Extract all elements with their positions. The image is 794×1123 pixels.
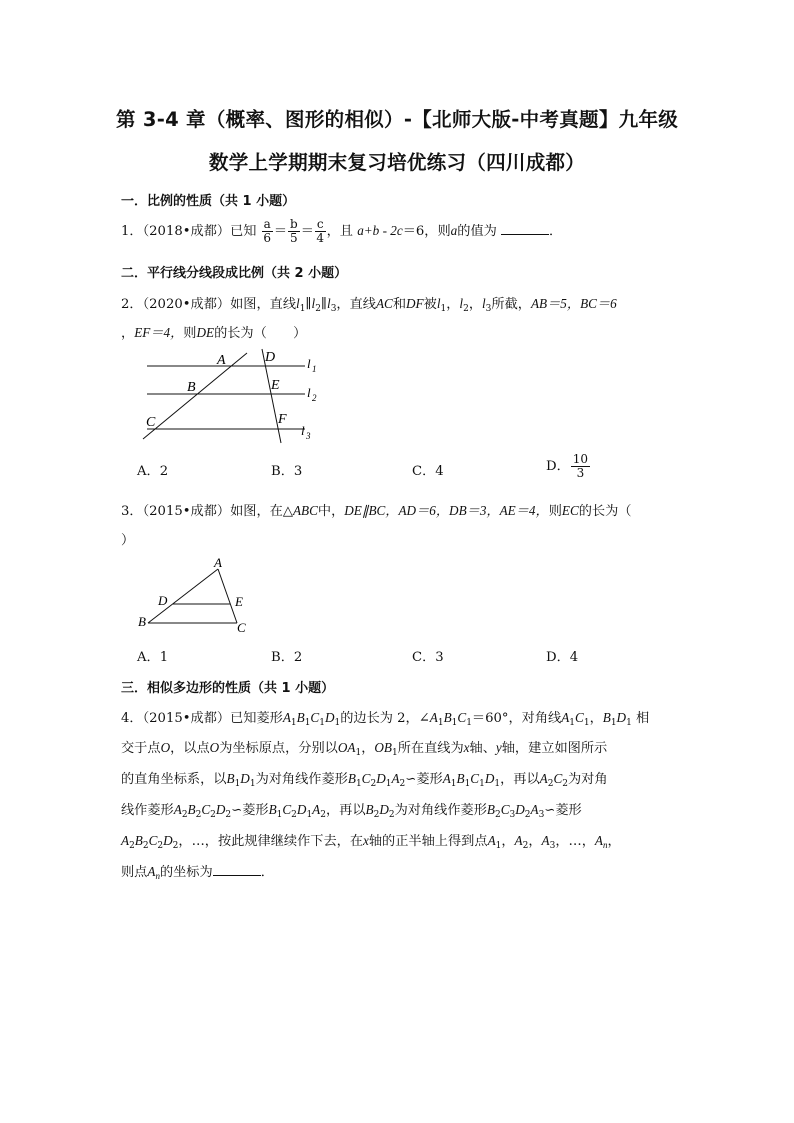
label-E: E xyxy=(235,594,243,609)
label-E: E xyxy=(271,378,280,393)
answer-blank-4[interactable] xyxy=(213,863,261,876)
svg-text:1: 1 xyxy=(312,364,317,374)
label-D: D xyxy=(265,350,276,365)
q3-option-b[interactable]: B．2 xyxy=(271,650,303,665)
question-4-line3: 的直角坐标系，以$B_1D_1$为对角线作菱形$B_1C_2D_1A_2∽$菱形$A_1B_1C_1D_1$，再以$A_2C_2$为对角 xyxy=(121,771,608,789)
question-3-line2: ） xyxy=(121,533,135,548)
section-heading-1: 一．比例的性质（共 1 小题） xyxy=(121,194,296,209)
q3-option-c[interactable]: C．3 xyxy=(412,650,444,665)
svg-text:3: 3 xyxy=(306,431,311,441)
label-C: C xyxy=(237,620,246,635)
page-title-line1: 第 3-4 章（概率、图形的相似）-【北师大版-中考真题】九年级 xyxy=(115,108,679,131)
section-heading-2: 二．平行线分线段成比例（共 2 小题） xyxy=(121,266,348,281)
fraction-a-6: $\frac{a}{6}$ xyxy=(263,217,272,245)
question-4-line6: 则点$A_n$的坐标为 ． xyxy=(121,864,274,881)
svg-text:l: l xyxy=(307,385,311,400)
triangle-figure xyxy=(135,552,265,637)
parallel-lines-figure xyxy=(135,343,335,448)
q2-option-d[interactable]: D． $\frac{10}{3}$ xyxy=(546,452,589,480)
label-B: B xyxy=(187,380,196,395)
question-4-line4: 线作菱形$A_2B_2C_2D_2∽$菱形$B_1C_2D_1A_2$，再以$B_2D_2$为对角线作菱形$B_2C_3D_2A_3∽$菱形 xyxy=(121,802,582,820)
page-title-line2: 数学上学期期末复习培优练习（四川成都） xyxy=(208,151,586,174)
svg-text:l: l xyxy=(301,423,305,438)
question-2-line2: ，EF＝4，则DE的长为（ ） xyxy=(121,325,307,341)
section-heading-3: 三．相似多边形的性质（共 1 小题） xyxy=(121,681,335,696)
svg-text:l: l xyxy=(307,356,311,371)
question-3-line1: 3．（2015•成都）如图，在△ABC中，DE∥BC，AD＝6，DB＝3，AE＝4，则EC的长为（ xyxy=(121,503,632,519)
answer-blank-1[interactable] xyxy=(501,222,549,235)
question-4-line1: 4．（2015•成都）已知菱形$A_1B_1C_1D_1$的边长为 2，$\angle A_1B_1C_1=60^\circ$，对角线$A_1C_1$，$B_1D_1$ 相 xyxy=(121,710,650,728)
q2-option-c[interactable]: C．4 xyxy=(412,464,444,479)
label-C: C xyxy=(146,415,156,430)
q2-option-a[interactable]: A．2 xyxy=(137,464,169,479)
question-4-line5: $A_2B_2C_2D_2$，…，按此规律继续作下去，在x轴的正半轴上得到点$A_1$，$A_2$，$A_3$，…，$A_n$， xyxy=(121,833,621,851)
q2-option-b[interactable]: B．3 xyxy=(271,464,303,479)
q3-option-d[interactable]: D．4 xyxy=(546,650,579,665)
label-F: F xyxy=(278,412,287,427)
label-B: B xyxy=(138,614,146,629)
question-2-line1: 2．（2020•成都）如图，直线$l_1\parallel l_2\parallel l_3$，直线AC和DF被$l_1$，$l_2$，$l_3$所截，AB＝5，BC＝6 xyxy=(121,296,617,314)
label-A: A xyxy=(214,555,222,570)
label-D: D xyxy=(158,593,168,608)
label-A: A xyxy=(217,353,226,368)
question-4-line2: 交于点O，以点O为坐标原点，分别以$OA_1$，$OB_1$所在直线为x轴、y轴，建立如图所示 xyxy=(121,740,608,758)
question-1: 1．（2018•成都）已知 $\frac{a}{6}$ ＝ $\frac{b}{5}$ ＝ $\frac{c}{4}$ ，且 a+b - 2c＝6，则a的值为 ． xyxy=(121,217,563,245)
svg-text:2: 2 xyxy=(312,393,317,403)
fraction-c-4: $\frac{c}{4}$ xyxy=(316,217,325,245)
fraction-b-5: $\frac{b}{5}$ xyxy=(290,217,298,245)
q3-option-a[interactable]: A．1 xyxy=(137,650,169,665)
